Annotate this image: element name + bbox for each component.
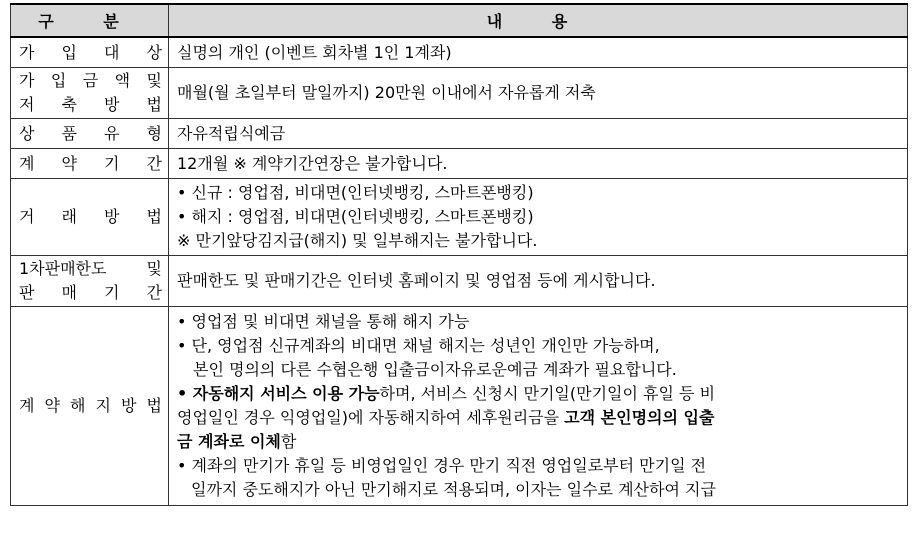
row-label-termination: 계 약 해 지 방 법 [11, 307, 169, 506]
row-label-limit: 1차판매한도 및 판 매 기 간 [11, 256, 169, 307]
row-label-eligibility: 가 입 대 상 [11, 37, 169, 68]
table-header-row [11, 4, 908, 37]
row-value-limit: 판매한도 및 판매기간은 인터넷 홈페이지 및 영업점 등에 게시합니다. [169, 256, 908, 307]
table-row [11, 149, 908, 179]
row-value-term: 12개월 ※ 계약기간연장은 불가합니다. [169, 149, 908, 179]
product-spec-table [10, 3, 908, 506]
row-value-termination: • 영업점 및 비대면 채널을 통해 해지 가능 • 단, 영업점 신규계좌의 비대면 채널 해지는 성년인 개인만 가능하며, 본인 명의의 다른 수협은행 입출금이자유로운예금 계좌가 필요합니다. • 자동해지 서비스 이용 가능하며, 서비스 신청시 만기일(만기일이 휴일 등 비 영업일인 경우 익영업일)에 자동해지하여 세후원리금을 고객 본인명의의 입출 금 계좌로 이체함 • 계좌의 만기가 휴일 등 비영업일인 경우 만기 직전 영업일로부터 만기일 전 일까지 중도해지가 아닌 만기해지로 적용되며, 이자는 일수로 계산하여 지급 [169, 307, 908, 506]
row-value-type: 자유적립식예금 [169, 119, 908, 149]
table-row [11, 307, 908, 506]
header-category: 구 분 [11, 4, 169, 37]
table-row [11, 256, 908, 307]
row-label-term: 계 약 기 간 [11, 149, 169, 179]
header-content: 내 용 [169, 4, 908, 37]
table-row [11, 119, 908, 149]
row-value-deposit: 매월(월 초일부터 말일까지) 20만원 이내에서 자유롭게 저축 [169, 68, 908, 119]
row-label-deposit: 가 입 금 액 및 저 축 방 법 [11, 68, 169, 119]
row-label-type: 상 품 유 형 [11, 119, 169, 149]
row-label-method: 거 래 방 법 [11, 179, 169, 256]
table-row [11, 179, 908, 256]
table-row [11, 68, 908, 119]
row-value-method: • 신규 : 영업점, 비대면(인터넷뱅킹, 스마트폰뱅킹) • 해지 : 영업점, 비대면(인터넷뱅킹, 스마트폰뱅킹) ※ 만기앞당김지급(해지) 및 일부해지는 불가합니다. [169, 179, 908, 256]
row-value-eligibility: 실명의 개인 (이벤트 회차별 1인 1계좌) [169, 37, 908, 68]
table-row [11, 37, 908, 68]
